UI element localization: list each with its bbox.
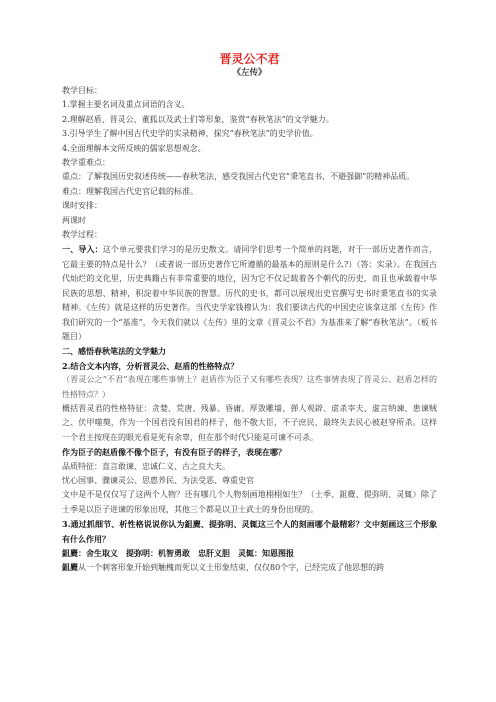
- question-2: 作为臣子的赵盾像不像个臣子，有没有臣子的样子，表现在哪？: [62, 447, 286, 458]
- question-3-last-line: [62, 560, 437, 575]
- text-line: 难点：理解我国古代史官记载的标准。: [62, 186, 198, 196]
- question-2-body: 文中是不是仅仅写了这两个人物？还有哪几个人物刻画地栩栩如生？（士季、鉏麑、提弥明、灵辄）除了士季是以臣子进谏的形象出现，其他三个都是以卫士武士的身份出现的。: [62, 490, 437, 514]
- text-line: 两课时: [62, 215, 86, 225]
- page-title: 晋灵公不君: [219, 52, 280, 66]
- text-line: 忧心国事、骤谏灵公、思惠养民、为法受恶、尊重史官: [62, 475, 254, 485]
- question-3: 3.通过抓细节、析性格说说你认为鉏麑、提弥明、灵辄这三个人的刻画哪个最精彩？文中刻画这三个形象有什么作用？: [62, 519, 437, 544]
- text-line: 1.掌握主要名词及重点词语的含义。: [62, 100, 190, 110]
- section-1: [62, 242, 437, 344]
- question-1-answer: 概括晋灵君的性格特征：贪婪、荒唐、残暴、昏庸。厚敛雕墙、弹人观辟、虐杀宰夫、虚言纳谏、患谏贼之、伏甲噬獒，作为一个国君没有国君的样子，他不敬大臣，不子庶民，最终失去民心被赵穿所杀。这样一个君主按现在的眼光看是死有余辜，但在那个时代只能是可谏不可杀。: [62, 403, 437, 442]
- text-line: 教学目标：: [62, 86, 102, 95]
- text-line: 4.全面理解本文所反映的儒家思想观念。: [62, 143, 206, 153]
- page-subtitle: 《左传》: [232, 68, 267, 78]
- section-1-heading: 一、导入：: [62, 244, 103, 255]
- question-3-answer: 鉏麑：舍生取义 提弥明：机智勇敢 忠肝义胆 灵辄：知恩图报: [62, 548, 294, 558]
- text-line: 教学重难点：: [62, 158, 110, 168]
- text-line: 课时安排：: [62, 201, 102, 211]
- question-1-prompt: （晋灵公之“不君”表现在哪些事情上？赵盾作为臣子又有哪些表现？这些事情表现了晋灵公、赵盾怎样的性格特点？）: [62, 375, 437, 399]
- document-page: [62, 52, 437, 576]
- section-2-heading: 二、感悟春秋笔法的文学魅力: [62, 346, 166, 357]
- question-3-last-text: 从一个刺客形象开始到触槐而死以义士形象结束，仅仅80个字，已经完成了他思想的跨: [78, 563, 385, 573]
- character-name: 鉏麑: [62, 562, 78, 573]
- text-line: 2.理解赵盾、晋灵公、董狐以及武士们等形象，鉴赏“春秋笔法”的文学魅力。: [62, 114, 334, 124]
- text-line: 教学过程：: [62, 230, 102, 240]
- text-line: 品质特征：直言敢谏、忠诚仁义、古之良大夫。: [62, 461, 230, 471]
- section-1-body: 这个单元要我们学习的是历史散文。请同学们思考一个简单的问题，对于一部历史著作而言，它最主要的特点是什么？（或者说一部历史著作它所遵循的最基本的原则是什么?）（答：实录）。在我国古代灿烂的文化里，历史典籍占有非常重要的地位，因为它不仅记载着各个朝代的历史，而且也承载着中华民族的思想、精神，积淀着中华民族的智慧。历代的史书，都可以展现出史官撰写史书时秉笔直书的实录精神。《左传》就是这样的历史著作。当代史学家钱穆认为：我们要读古代的中国史应该拿这部《左传》作我们研究的一个“基准”，今天我们就以《左传》里的文章《晋灵公不君》为基准来了解“春秋笔法”。（板书题目）: [62, 245, 437, 341]
- question-1: 2.结合文本内容，分析晋灵公、赵盾的性格特点？: [62, 360, 239, 371]
- text-line: 3.引导学生了解中国古代史学的实录精神，探究“春秋笔法”的史学价值。: [62, 129, 318, 139]
- text-line: 重点：了解我国历史叙述传统——春秋笔法，感受我国古代史官“秉笔直书，不避强御”的精神品质。: [62, 172, 415, 182]
